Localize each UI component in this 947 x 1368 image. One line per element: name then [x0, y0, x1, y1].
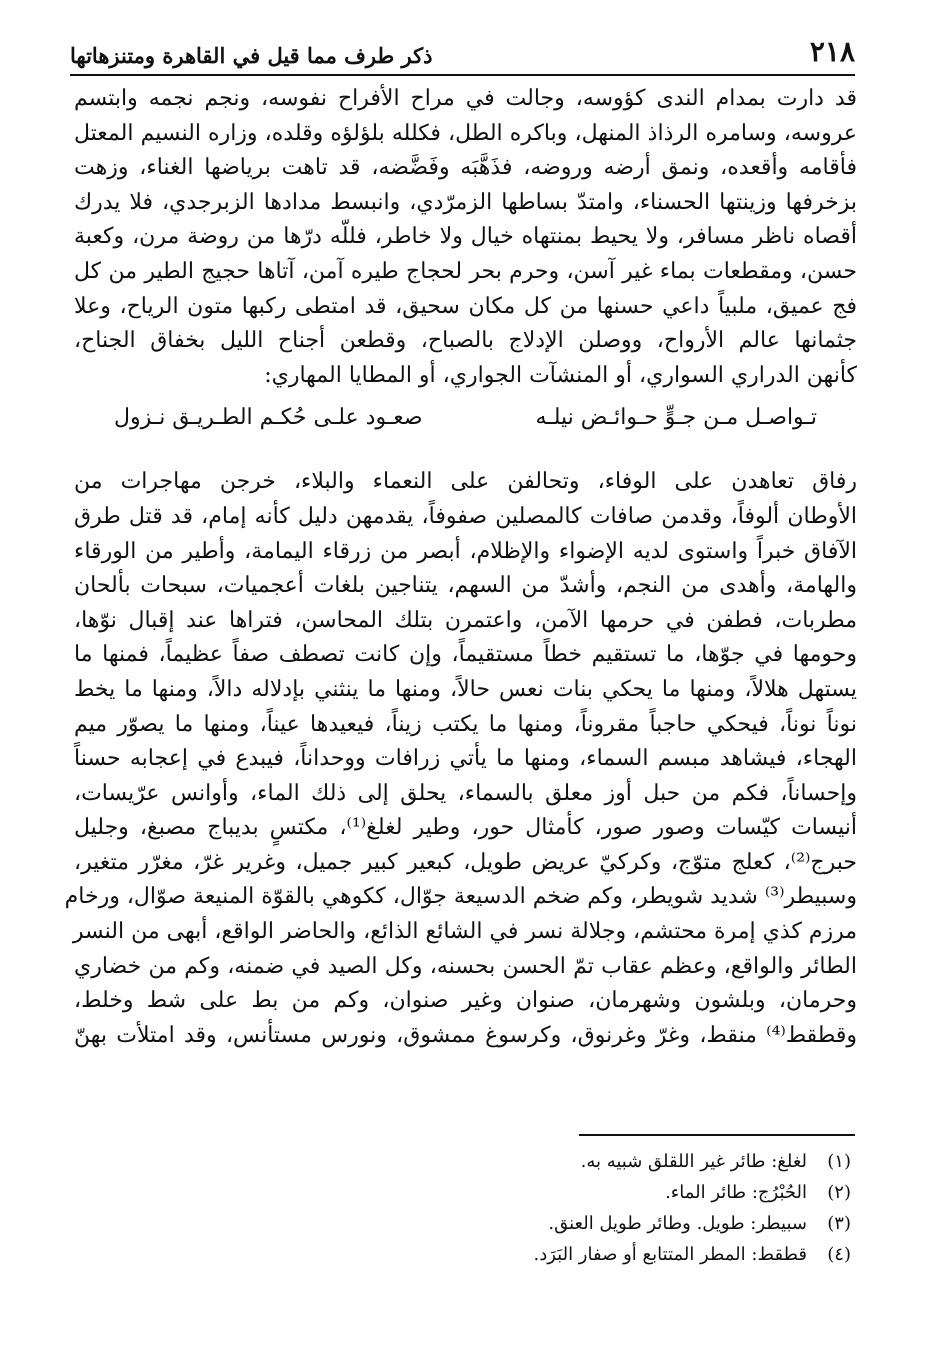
text-line: الهجاء، فيشاهد مبسم السماء، ومنها ما يأتي زرافات ووحداناً، فيبدع في إعجابه حسناً	[74, 746, 857, 772]
text-line: جثمانها عالم الأرواح، ووصلن الإدلاج بالصباح، وقطعن أجناح الليل بخفاق الجناح،	[74, 328, 857, 354]
footnote-text: قطقط: المطر المتتابع أو صفار البَرَد.	[533, 1244, 807, 1265]
text-line: والهامة، وأهدى من النجم، وأشدّ من السهم، يتناجين بلغات أعجميات، سبحات بألحان	[74, 573, 857, 599]
page-number: ٢١٨	[809, 35, 855, 68]
footnote-text: سبيطر: طويل. وطائر طويل العنق.	[548, 1213, 807, 1234]
footnote-text: الحُبْرُج: طائر الماء.	[665, 1182, 807, 1203]
text-line: بزخرفها وزينتها الحسناء، وامتدّ بساطها الزمرّدي، وانبسط مدادها الزبرجدي، فلا يدرك	[74, 189, 857, 215]
text-line: أنيسات كيّسات وصور صور، كأمثال حور، وطير لغلغ⁽¹⁾، مكتسٍ بديباج مصبغ، وجليل	[74, 815, 857, 841]
text-line: وإحساناً، فكم من حبل أوز معلق بالسماء، يحلق إلى ذلك الماء، وأوانس عرّيسات،	[74, 780, 857, 806]
text-line: نوناً نوناً، فيحكي حاجباً مقروناً، ومنها ما يكتب زيناً، فيعيدها عيناً، ومنها ما يصوّر ميم	[74, 711, 857, 737]
text-line: كأنهن الدراري السواري، أو المنشآت الجواري، أو المطايا المهاري:	[264, 362, 857, 388]
text-line: مرزم كذي إمرة محتشم، وجلالة نسر في الشائع الذائع، والحاضر الواقع، أبهى من النسر	[72, 919, 857, 945]
text-line: وقطقط⁽⁴⁾ منقط، وغرّ وغرنوق، وكرسوغ ممشوق، ونورس مستأنس، وقد امتلأت بهنّ	[74, 1022, 857, 1048]
text-line: فأقامه وأقعده، ونمق أرضه وروضه، فذَهَّبَه وفَضَّضه، قد تاهت برياضها الغناء، وزهت	[74, 155, 858, 181]
footnotes	[74, 1146, 851, 1270]
paragraph-1	[74, 82, 857, 393]
text-line: حبرج⁽²⁾، كعلج متوّج، وكركيّ عريض طويل، كبعير كبير جميل، وغرير غرّ، مغرّر متغير،	[74, 849, 857, 875]
page-header	[70, 30, 855, 76]
verse-hemistich-left: صعـود علـى حُكـم الطـريـق نـزول	[114, 405, 423, 431]
text-line: الطائر والواقع، وعظم عقاب تمّ الحسن بحسنه، وكل الصيد في ضمنه، وكم من خضاري	[74, 953, 857, 979]
verse-hemistich-right: تـواصـل مـن جـوٍّ حـوائـض نيلـه	[535, 405, 817, 431]
text-line: رفاق تعاهدن على الوفاء، وتحالفن على النعماء والبلاء، خرجن مهاجرات من	[74, 469, 857, 495]
footnote-text: لغلغ: طائر غير اللقلق شبيه به.	[580, 1151, 807, 1172]
text-line: الآفاق خبراً واستوى لديه الإضواء والإظلام، أبصر من زرقاء اليمامة، وأطير من الورقاء	[74, 538, 857, 564]
footnote-number: (١)	[827, 1151, 851, 1172]
text-line: فج عميق، ملبياً داعي حسنها من كل مكان سحيق، قد امتطى ركبها متون الرياح، وعلا	[74, 293, 857, 319]
footnote	[74, 1239, 851, 1270]
main-text	[64, 82, 858, 1053]
text-line: يستهل هلالاً، ومنها ما يحكي بنات نعس حالاً، ومنها ما ينثني بإدلاله دالاً، ومنها ما يخط	[74, 676, 858, 702]
running-title: ذكر طرف مما قيل في القاهرة ومتنزهاتها	[70, 43, 433, 68]
paragraph-gap	[74, 451, 857, 465]
verse	[74, 393, 857, 451]
text-line: عروسه، وسامره الرذاذ المنهل، وباكره الطل، فكلله بلؤلؤه وقلده، وزاره النسيم المعتل	[74, 120, 857, 146]
text-line: وسبيطر⁽³⁾ شديد شويطر، وكم ضخم الدسيعة جوّال، ككوهي بالقوّة المنيعة صوّال، ورخام	[64, 884, 857, 910]
text-line: حسن، ومقطعات بماء غير آسن، وحرم بحر لحجاج طيره آمن، آتاها حجيج الطير من كل	[74, 258, 857, 284]
footnote-number: (٤)	[827, 1244, 851, 1265]
text-line: مطربات، فطفن في حرمها الآمن، واعتمرن بتلك المحاسن، فتراها عند إقبال نوّها،	[74, 607, 857, 633]
text-line: أقصاه ناظر مسافر، ولا يحيط بمنتهاه خيال ولا خاطر، فللّه درّها من روضة مرن، وكعبة	[74, 224, 857, 250]
text-line: الأوطان ألوفاً، وقدمن صافات كالمصلين صفوفاً، يقدمهن دليل كأنه إمام، قد قتل طرق	[74, 503, 857, 529]
footnote	[74, 1208, 851, 1239]
footnote	[74, 1146, 851, 1177]
footnote-separator	[579, 1134, 855, 1136]
paragraph-2	[64, 465, 858, 1053]
footnote-number: (٢)	[827, 1182, 851, 1203]
footnote	[74, 1177, 851, 1208]
text-line: وحومها في جوّها، ما تستقيم خطاً مستقيماً، وإن كانت تصطف صفاً عظيماً، فمنها ما	[74, 642, 857, 668]
text-line: وحرمان، وبلشون وشهرمان، صنوان وغير صنوان، وكم من بط على شط وخلط،	[74, 988, 857, 1014]
text-line: قد دارت بمدام الندى كؤوسه، وجالت في مراح الأفراح نفوسه، ونجم نجمه وابتسم	[74, 86, 857, 111]
footnote-number: (٣)	[827, 1213, 851, 1234]
